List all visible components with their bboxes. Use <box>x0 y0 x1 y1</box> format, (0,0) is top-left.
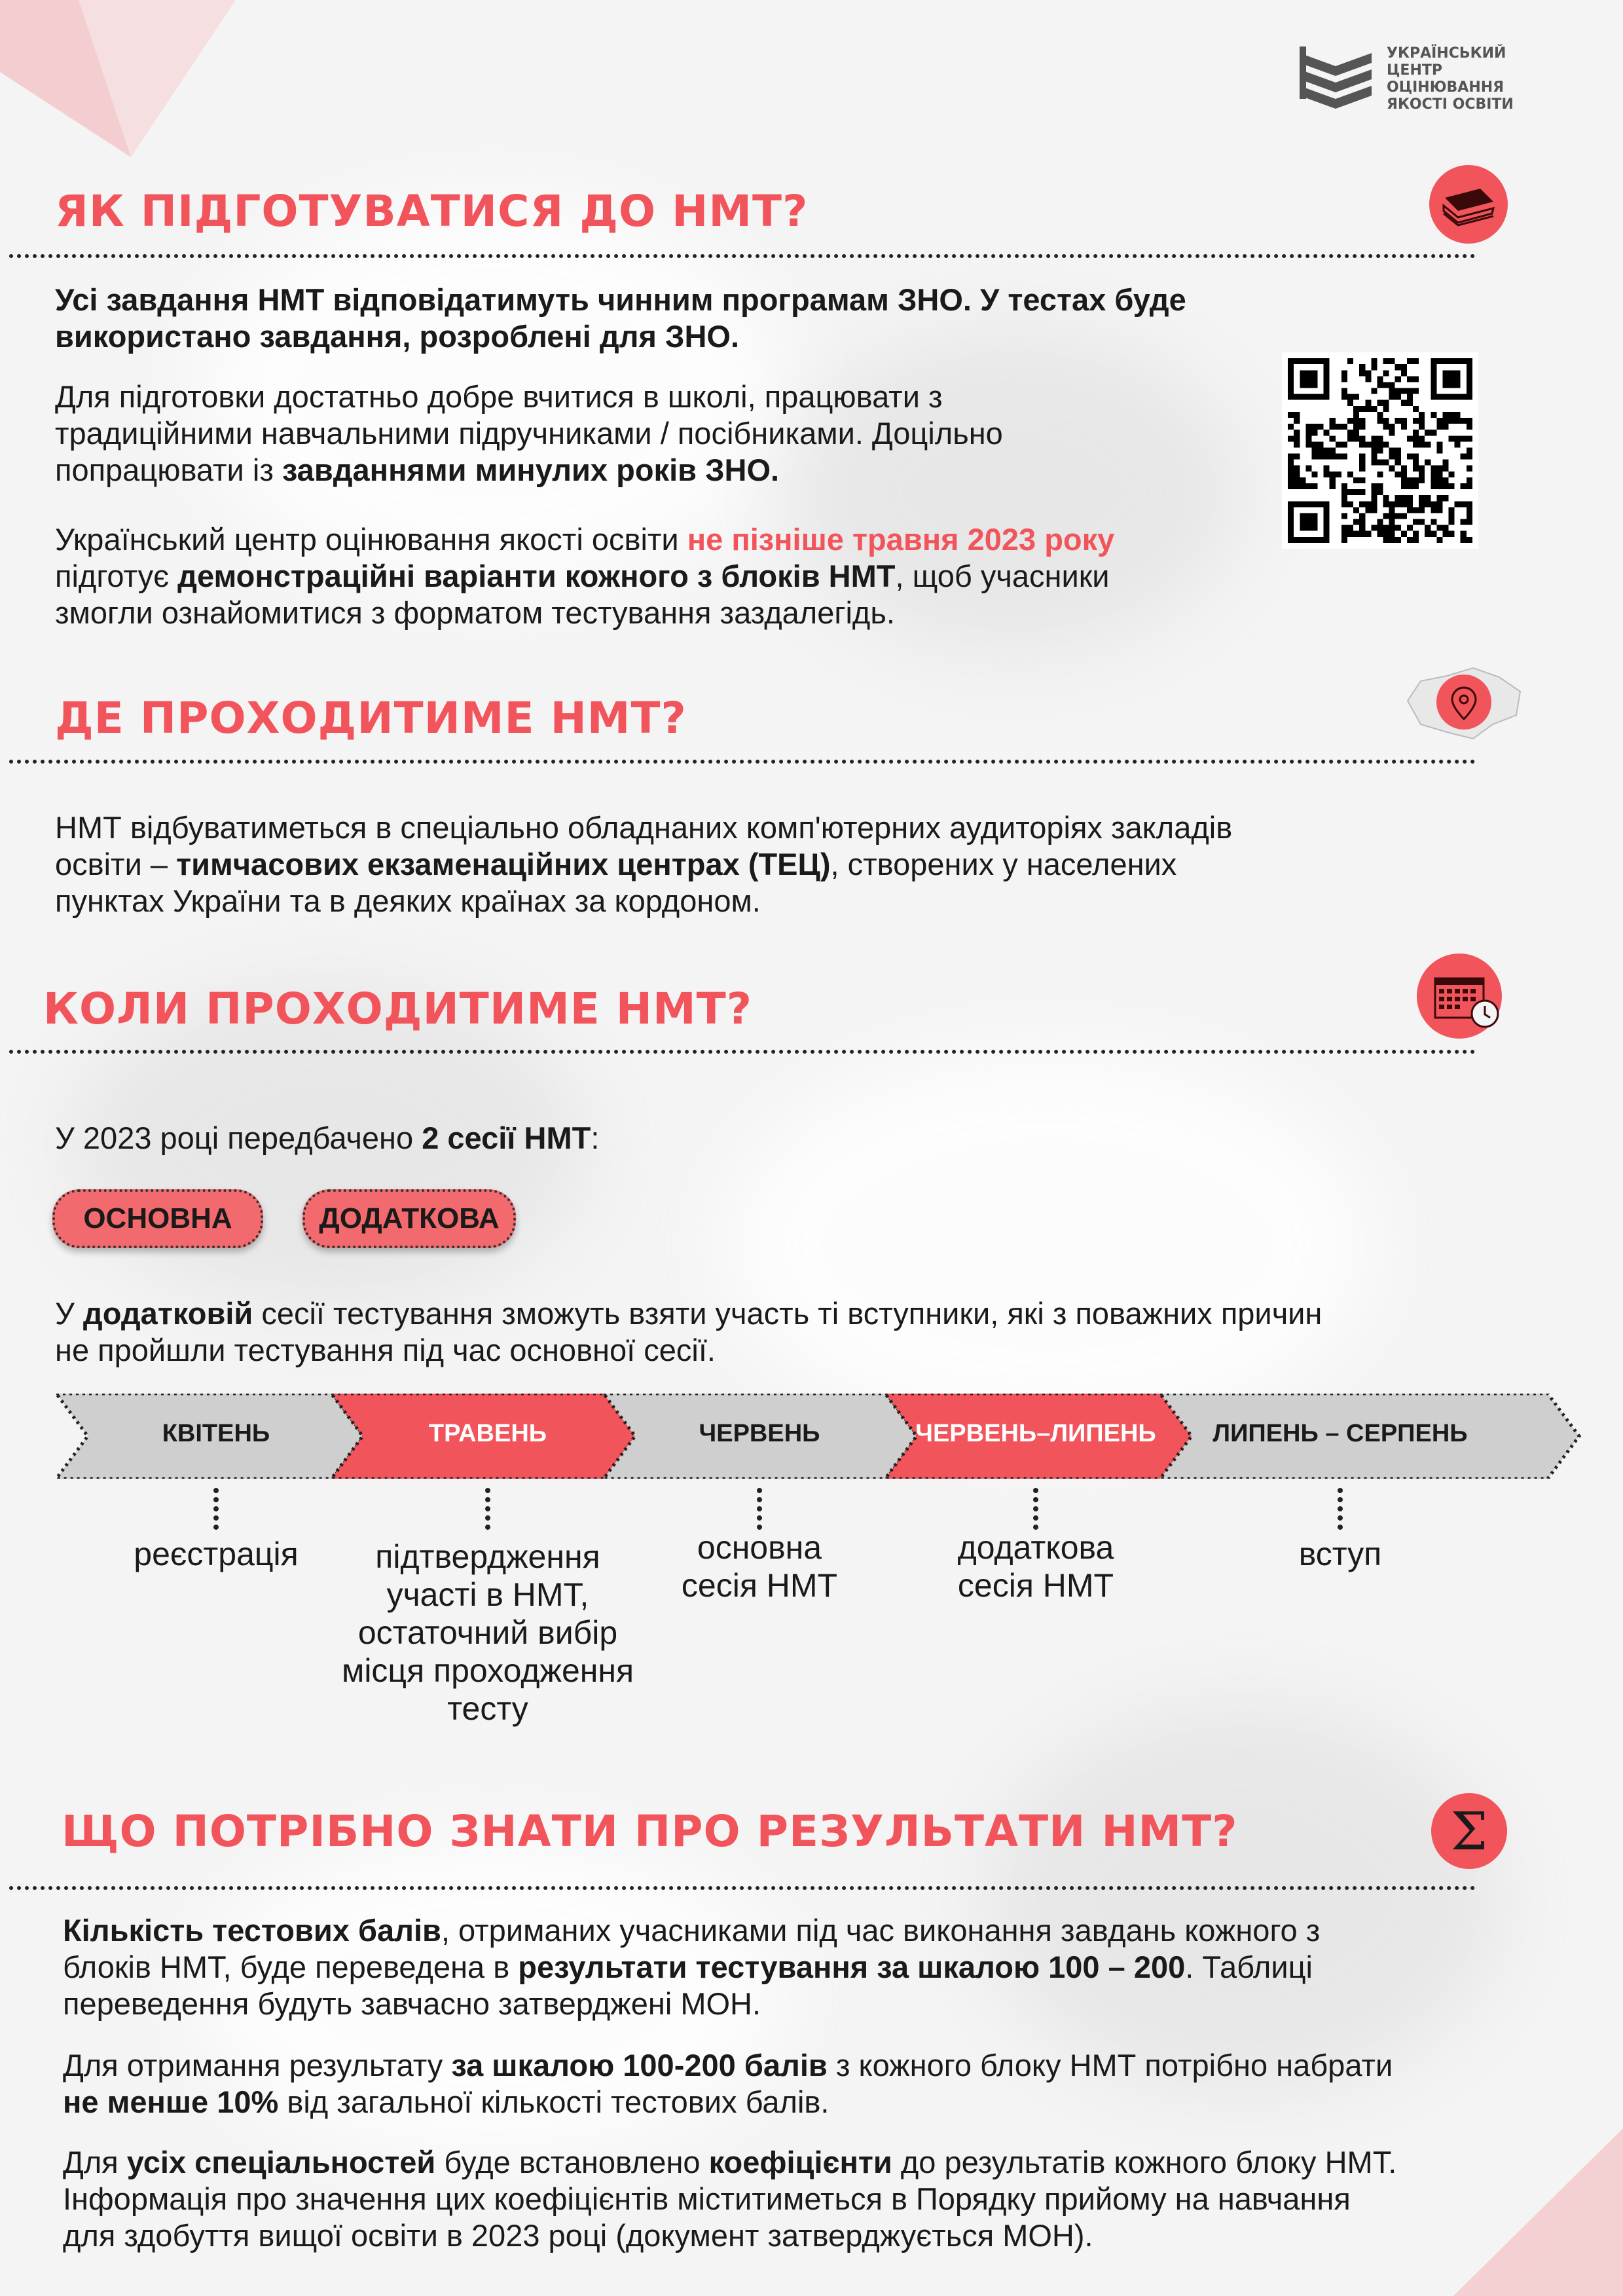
timeline-step-description <box>1170 1535 1510 1573</box>
section4-p3-line: для здобуття вищої освіти в 2023 році (документ затверджується МОН). <box>63 2218 1093 2253</box>
timeline-desc-line: вступ <box>1298 1536 1382 1572</box>
section1-p2-line: змогли ознайомитися з форматом тестування заздалегідь. <box>55 595 895 630</box>
qr-code[interactable] <box>1282 352 1478 549</box>
section3-intro-bold: 2 сесії НМТ <box>422 1120 591 1155</box>
session-main-pill: ОСНОВНА <box>52 1189 263 1248</box>
section4-p2-text: з кожного блоку НМТ потрібно набрати <box>827 2048 1393 2083</box>
timeline-step-label: ТРАВЕНЬ <box>428 1420 547 1447</box>
section3-note: сесії тестування зможуть взяти участь ті вступники, які з поважних причин <box>253 1296 1322 1331</box>
section4-p3-text: буде встановлено <box>435 2145 709 2179</box>
section4-p3-bold: коефіцієнти <box>708 2145 892 2179</box>
logo-line: УКРАЇНСЬКИЙ <box>1387 45 1506 62</box>
logo-line: ОЦІНЮВАННЯ <box>1387 79 1504 96</box>
deadline-highlight: не пізніше травня 2023 року <box>687 522 1115 557</box>
timeline-connector <box>757 1488 762 1530</box>
section4-p2-text: від загальної кількості тестових балів. <box>278 2084 830 2119</box>
section4-p2-text: Для отримання результату <box>63 2048 452 2083</box>
section1-p1-bold: завданнями минулих років ЗНО. <box>282 453 780 487</box>
timeline-desc-line: підтвердження <box>375 1538 600 1575</box>
timeline-desc-line: сесія НМТ <box>957 1567 1114 1604</box>
section1-p2-text: , щоб учасники <box>895 559 1110 593</box>
logo-line: ЦЕНТР <box>1387 62 1442 79</box>
section-divider <box>9 1886 1476 1890</box>
section2-title: ДЕ ПРОХОДИТИМЕ НМТ? <box>55 693 687 743</box>
sigma-glyph: Σ <box>1450 1800 1488 1862</box>
section3-intro: : <box>591 1120 600 1155</box>
timeline-connector <box>1033 1488 1038 1530</box>
section4-p1-text: блоків НМТ, буде переведена в <box>63 1950 519 1984</box>
section1-lead-line: використано завдання, розроблені для ЗНО. <box>55 319 740 354</box>
timeline-connector <box>485 1488 490 1530</box>
timeline-desc-line: остаточний вибір <box>357 1614 618 1651</box>
section3-title: КОЛИ ПРОХОДИТИМЕ НМТ? <box>43 984 753 1034</box>
section2-bold: тимчасових екзаменаційних центрах (ТЕЦ) <box>176 847 831 881</box>
corner-decoration <box>0 0 275 170</box>
section1-p1-line: Для підготовки достатньо добре вчитися в школі, працювати з <box>55 379 943 414</box>
section4-p2-bold: не менше 10% <box>63 2084 279 2119</box>
timeline-desc-line: місця проходження <box>341 1652 634 1689</box>
section1-p1-line: традиційними навчальними підручниками / посібниками. Доцільно <box>55 416 1003 451</box>
timeline-connector <box>1338 1488 1343 1530</box>
timeline-step-label: ЧЕРВЕНЬ–ЛИПЕНЬ <box>915 1420 1156 1447</box>
timeline-connector <box>213 1488 219 1530</box>
map-pin-icon <box>1401 661 1525 747</box>
section2-line: пунктах України та в деяких країнах за кордоном. <box>55 883 761 918</box>
section1-p2-bold: демонстраційні варіанти кожного з блоків НМТ <box>177 559 896 593</box>
section2-text: освіти – <box>55 847 177 881</box>
section4-p3-bold: усіх спеціальностей <box>126 2145 436 2179</box>
section2-line: НМТ відбуватиметься в спеціально обладнаних комп'ютерних аудиторіях закладів <box>55 810 1233 845</box>
session-extra-pill: ДОДАТКОВА <box>302 1189 516 1248</box>
section1-p2-text: підготує <box>55 559 178 593</box>
ucoyo-logo <box>1296 43 1514 115</box>
section3-intro: У 2023 році передбачено <box>55 1120 422 1155</box>
timeline-step-description <box>866 1528 1206 1604</box>
timeline-desc-line: тесту <box>447 1690 528 1727</box>
timeline-desc-line: реєстрація <box>134 1536 299 1572</box>
logo-book-icon <box>1296 43 1375 115</box>
calendar-clock-icon <box>1417 954 1502 1039</box>
section1-title: ЯК ПІДГОТУВАТИСЯ ДО НМТ? <box>55 186 809 236</box>
section2-text: , створених у населених <box>830 847 1177 881</box>
section4-title: ЩО ПОТРІБНО ЗНАТИ ПРО РЕЗУЛЬТАТИ НМТ? <box>62 1806 1238 1857</box>
section1-lead-line: Усі завдання НМТ відповідатимуть чинним програмам ЗНО. У тестах буде <box>55 282 1186 317</box>
section3-note-line: не пройшли тестування під час основної сесії. <box>55 1333 716 1367</box>
section3-note-bold: додатковій <box>82 1296 253 1331</box>
timeline-desc-line: основна <box>697 1529 822 1566</box>
section4-p3-line: Інформація про значення цих коефіцієнтів міститиметься в Порядку прийому на навчання <box>63 2181 1351 2216</box>
section-divider <box>9 1050 1476 1054</box>
section1-p1-text: попрацювати із <box>55 453 282 487</box>
timeline-desc-line: участі в НМТ, <box>386 1576 589 1613</box>
section1-p2-text: Український центр оцінювання якості освіти <box>55 522 687 557</box>
section4-p2-bold: за шкалою 100-200 балів <box>451 2048 828 2083</box>
timeline-step-label: КВІТЕНЬ <box>162 1420 270 1447</box>
section4-p3-text: Для <box>63 2145 127 2179</box>
section-divider <box>9 760 1476 764</box>
section3-note: У <box>55 1296 83 1331</box>
section4-p1-text: . Таблиці <box>1185 1950 1313 1984</box>
timeline-desc-line: сесія НМТ <box>681 1567 838 1604</box>
section-divider <box>9 254 1476 258</box>
section4-p3-text: до результатів кожного блоку НМТ. <box>892 2145 1397 2179</box>
sigma-icon <box>1431 1793 1507 1869</box>
timeline-step-label: ЛИПЕНЬ – СЕРПЕНЬ <box>1213 1420 1468 1447</box>
timeline-desc-line: додаткова <box>957 1529 1114 1566</box>
books-icon <box>1429 165 1508 244</box>
timeline-step-label: ЧЕРВЕНЬ <box>699 1420 820 1447</box>
section4-p1-text: , отриманих учасниками під час виконання завдань кожного з <box>441 1913 1321 1948</box>
section4-p1-bold: результати тестування за шкалою 100 – 200 <box>518 1950 1186 1984</box>
section4-p1-line: переведення будуть завчасно затверджені МОН. <box>63 1986 761 2021</box>
section4-p1-bold: Кількість тестових балів <box>63 1913 441 1948</box>
logo-line: ЯКОСТІ ОСВІТИ <box>1387 96 1514 113</box>
